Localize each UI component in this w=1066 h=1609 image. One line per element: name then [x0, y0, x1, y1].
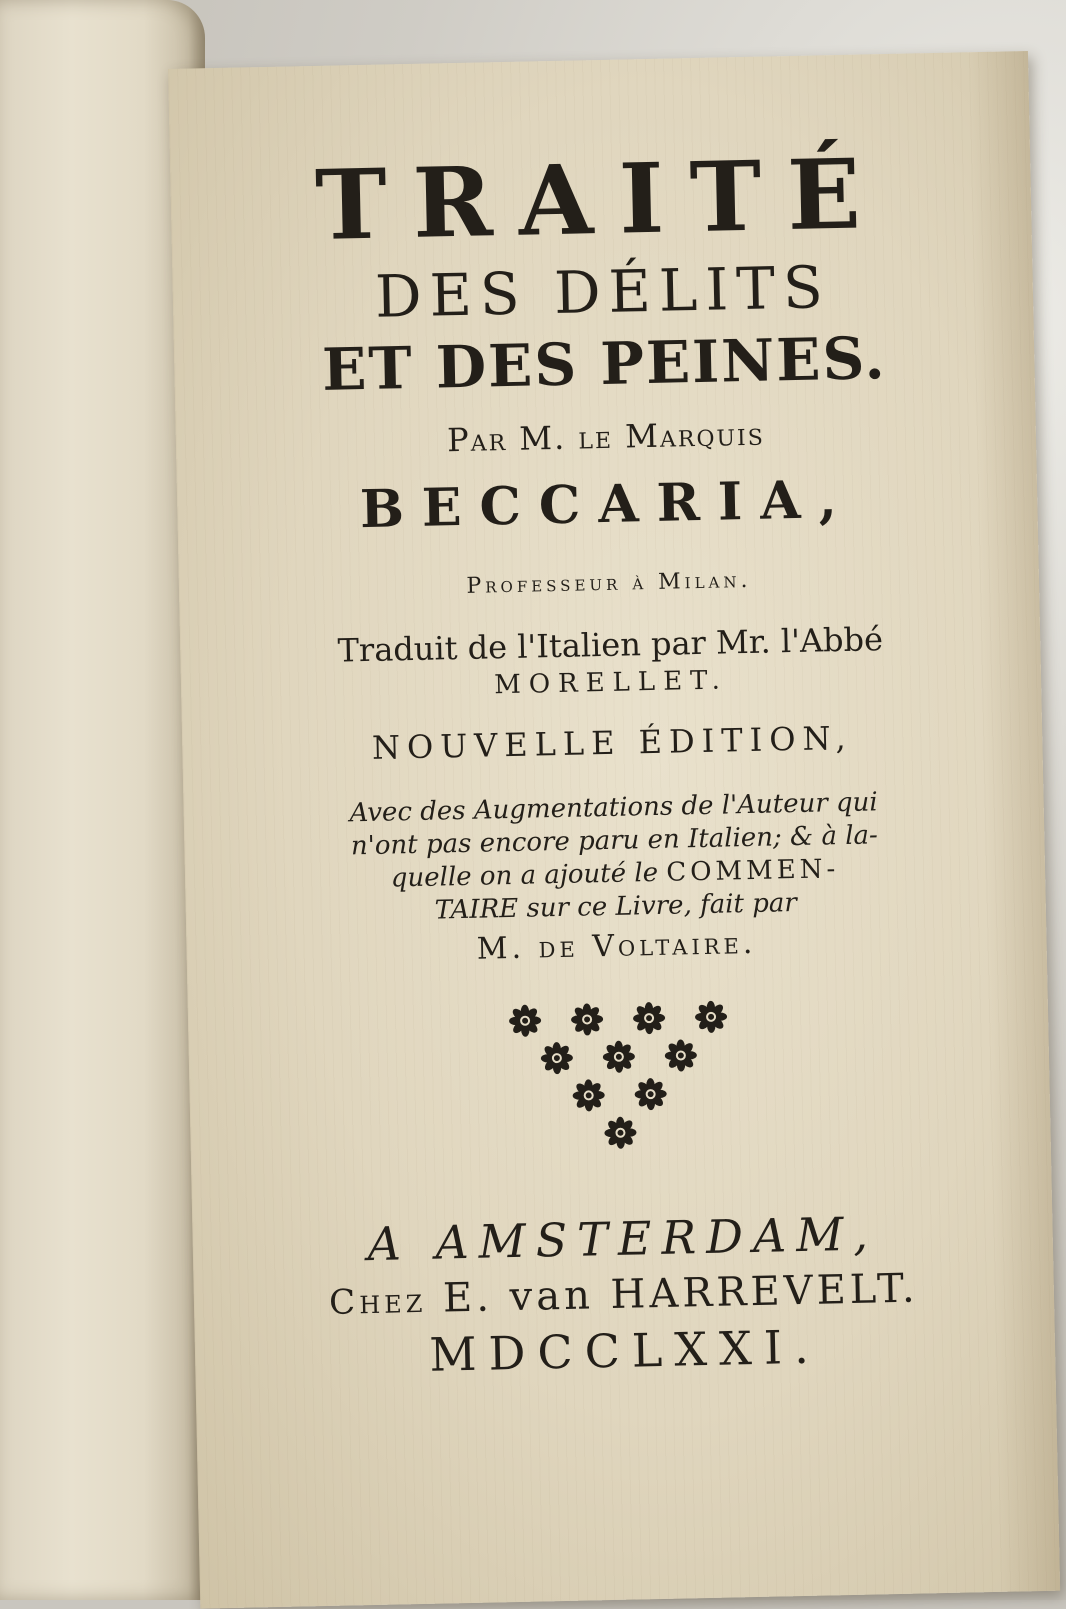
commentaire-part-1: COMMEN-: [665, 854, 840, 888]
title-line-3: ET DES PEINES.: [321, 323, 888, 404]
imprint-printer-line: [253, 1264, 994, 1325]
edition-line: NOUVELLE ÉDITION,: [371, 718, 853, 767]
author-name: BECCARIA,: [359, 469, 856, 541]
augment-line-1: Avec des Augmentations de l'Auteur qui: [349, 786, 879, 828]
rosette-icon: [664, 1038, 699, 1073]
rosette-icon: [570, 1002, 605, 1037]
title-line-1: TRAITÉ: [314, 137, 888, 262]
augment-line-2: n'ont pas encore paru en Italien; & à la-: [350, 820, 879, 862]
rosette-icon: [633, 1076, 668, 1111]
augment-line-3-text: quelle on a ajouté le: [390, 858, 659, 894]
rosette-icon: [632, 1000, 667, 1035]
rosette-icon: [603, 1115, 638, 1150]
commentaire-part-2: TAIRE: [434, 894, 519, 926]
author-role: Professeur à Milan.: [466, 568, 752, 600]
rosette-icon: [508, 1003, 543, 1038]
rosette-ornament: [498, 999, 741, 1154]
imprint-year: MDCCLXXI.: [428, 1319, 822, 1382]
translator-name: MORELLET.: [493, 664, 729, 700]
rosette-icon: [571, 1078, 606, 1113]
augmentation-note: [243, 784, 986, 933]
translator-line: Traduit de l'Italien par Mr. l'Abbé: [337, 620, 884, 670]
author-prefix: Par M. le Marquis: [446, 414, 766, 460]
title-page-text: [229, 112, 995, 1385]
rosette-icon: [694, 999, 729, 1034]
imprint-printer: E. van HARREVELT.: [442, 1265, 920, 1322]
title-page: [168, 51, 1060, 1609]
imprint-city: A AMSTERDAM,: [366, 1206, 879, 1271]
imprint-chez: Chez: [328, 1280, 427, 1323]
augment-line-4-text: sur ce Livre, fait par: [526, 888, 798, 925]
title-line-2: DES DÉLITS: [374, 252, 832, 331]
rosette-icon: [540, 1040, 575, 1075]
rosette-icon: [602, 1039, 637, 1074]
voltaire-line: M. de Voltaire.: [476, 925, 757, 967]
